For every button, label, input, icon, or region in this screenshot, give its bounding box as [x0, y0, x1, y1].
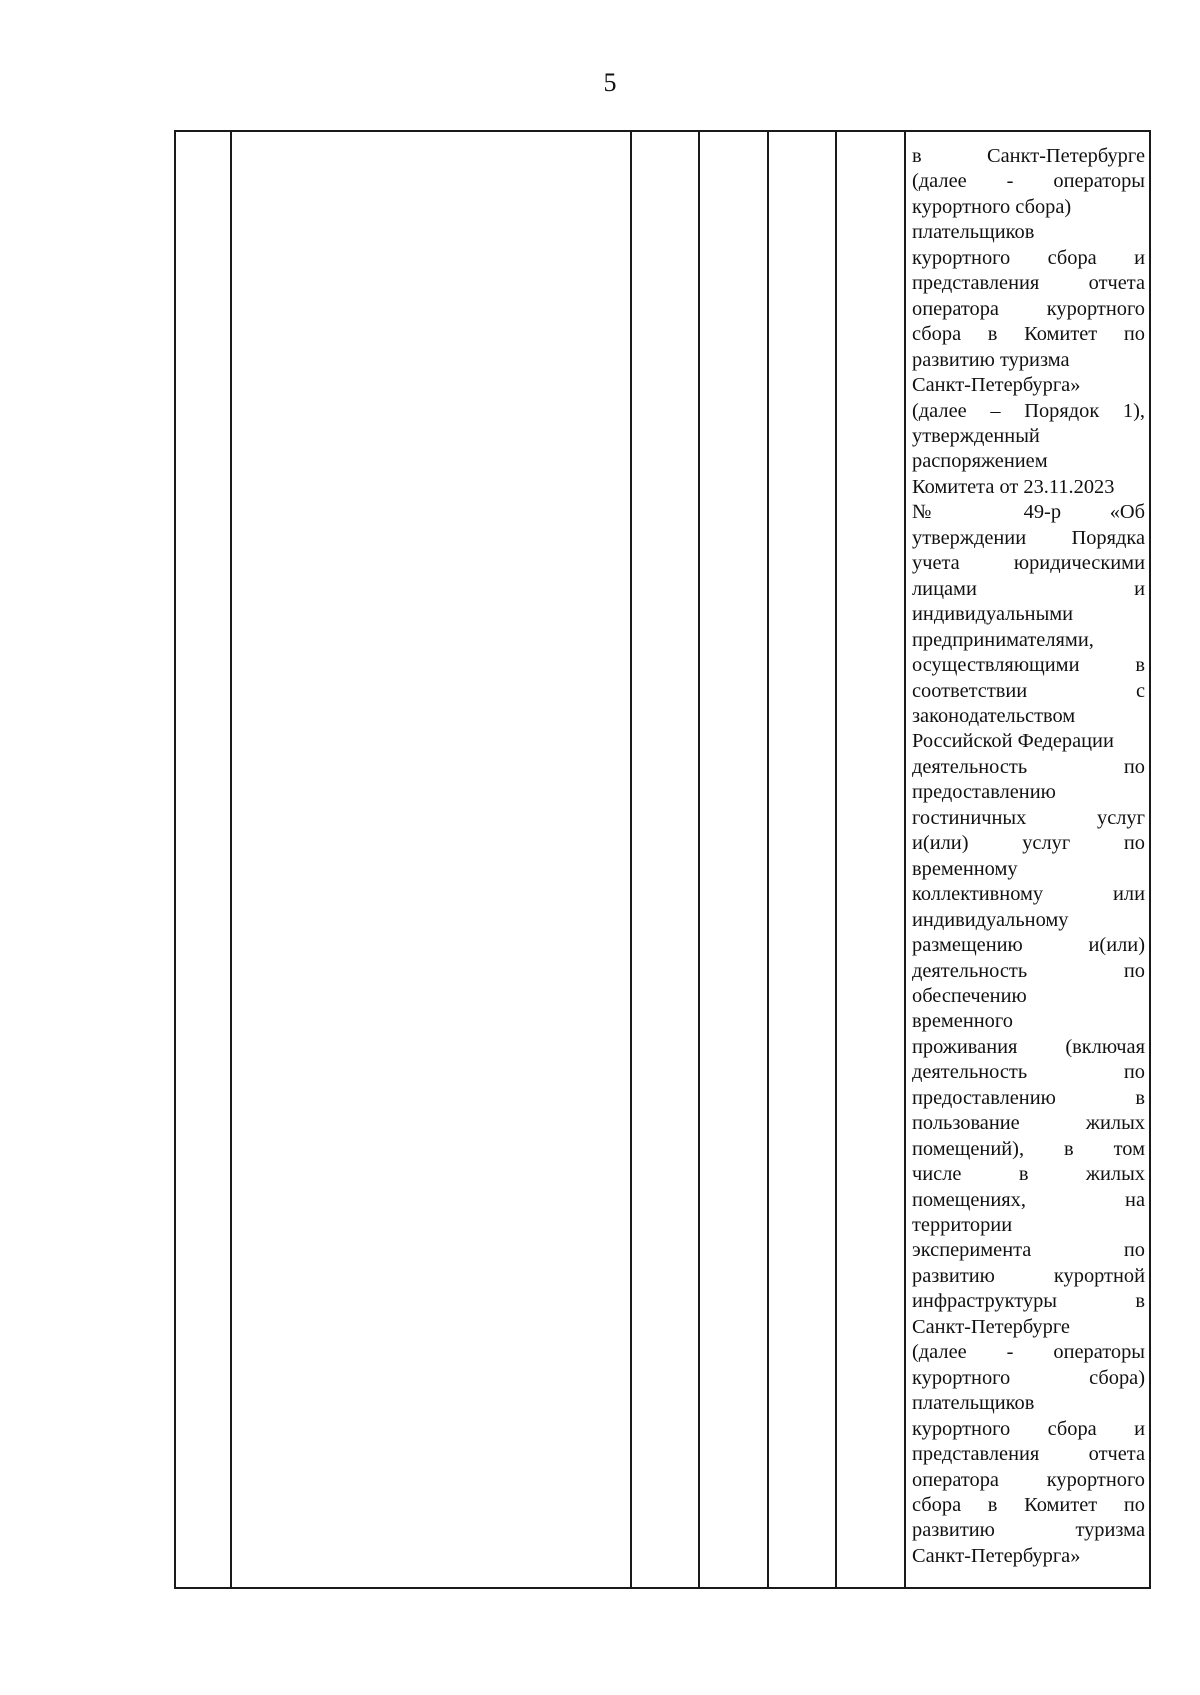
text-line: № 49-р «Об — [912, 501, 1145, 524]
text-line: развитию туризма — [912, 1519, 1145, 1542]
text-line: курортного сбора и — [912, 1417, 1145, 1440]
last-column-text — [912, 144, 1145, 1569]
text-line: индивидуальными — [912, 603, 1074, 626]
text-line: помещениях, на — [912, 1188, 1145, 1211]
text-line: пользование жилых — [912, 1112, 1145, 1135]
text-line: плательщиков — [912, 221, 1035, 244]
text-line: утвержденный — [912, 424, 1040, 447]
text-line: деятельность по — [912, 1061, 1145, 1084]
text-line: временному — [912, 857, 1018, 880]
text-line: проживания (включая — [912, 1035, 1145, 1058]
text-line: курортного сбора и — [912, 246, 1145, 269]
text-line: деятельность по — [912, 959, 1145, 982]
text-line: оператора курортного — [912, 297, 1145, 320]
text-line: представления отчета — [912, 272, 1145, 295]
text-line: Санкт-Петербурга» — [912, 1544, 1081, 1567]
table-row — [175, 131, 1150, 1588]
text-line: предоставлению — [912, 781, 1056, 804]
text-line: сбора в Комитет по — [912, 323, 1145, 346]
text-line: учета юридическими — [912, 552, 1145, 575]
text-line: эксперимента по — [912, 1239, 1145, 1262]
text-line: плательщиков — [912, 1392, 1035, 1415]
text-line: предпринимателями, — [912, 628, 1094, 651]
text-line: курортного сбора) — [912, 1366, 1145, 1389]
text-line: (далее – Порядок 1), — [912, 399, 1145, 422]
text-line: в Санкт-Петербурге — [912, 145, 1145, 167]
text-line: обеспечению — [912, 984, 1027, 1007]
text-line: соответствии с — [912, 679, 1145, 702]
text-line: курортного сбора) — [912, 195, 1072, 218]
text-line: коллективному или — [912, 883, 1145, 906]
table-cell-col-7 — [905, 131, 1150, 1588]
table-cell-col-1 — [175, 131, 231, 1588]
text-line: оператора курортного — [912, 1468, 1145, 1491]
text-line: предоставлению в — [912, 1086, 1145, 1109]
text-line: лицами и — [912, 577, 1145, 600]
document-table — [174, 130, 1151, 1589]
text-line: законодательством — [912, 704, 1076, 727]
text-line: числе в жилых — [912, 1163, 1145, 1186]
text-line: инфраструктуры в — [912, 1290, 1145, 1313]
table-cell-col-2 — [231, 131, 631, 1588]
text-line: деятельность по — [912, 755, 1145, 778]
text-line: индивидуальному — [912, 908, 1069, 931]
text-line: (далее - операторы — [912, 1341, 1145, 1364]
text-line: Санкт-Петербурге — [912, 1315, 1070, 1338]
text-line: и(или) услуг по — [912, 832, 1145, 855]
text-line: Санкт-Петербурга» — [912, 374, 1081, 397]
table-cell-col-4 — [699, 131, 768, 1588]
text-line: развитию курортной — [912, 1264, 1145, 1287]
text-line: распоряжением — [912, 450, 1048, 473]
text-line: представления отчета — [912, 1443, 1145, 1466]
text-line: гостиничных услуг — [912, 806, 1145, 829]
text-line: территории — [912, 1214, 1013, 1237]
text-line: временного — [912, 1010, 1013, 1033]
text-line: развитию туризма — [912, 348, 1070, 371]
text-line: утверждении Порядка — [912, 526, 1145, 549]
text-line: осуществляющими в — [912, 654, 1145, 677]
text-line: размещению и(или) — [912, 934, 1145, 957]
table-cell-col-6 — [836, 131, 905, 1588]
text-line: Комитета от 23.11.2023 — [912, 475, 1115, 498]
table-cell-col-3 — [631, 131, 699, 1588]
table-cell-col-5 — [768, 131, 836, 1588]
page-number: 5 — [603, 68, 617, 97]
text-line: помещений), в том — [912, 1137, 1145, 1160]
text-line: Российской Федерации — [912, 730, 1114, 753]
text-line: сбора в Комитет по — [912, 1494, 1145, 1517]
text-line: (далее - операторы — [912, 170, 1145, 193]
